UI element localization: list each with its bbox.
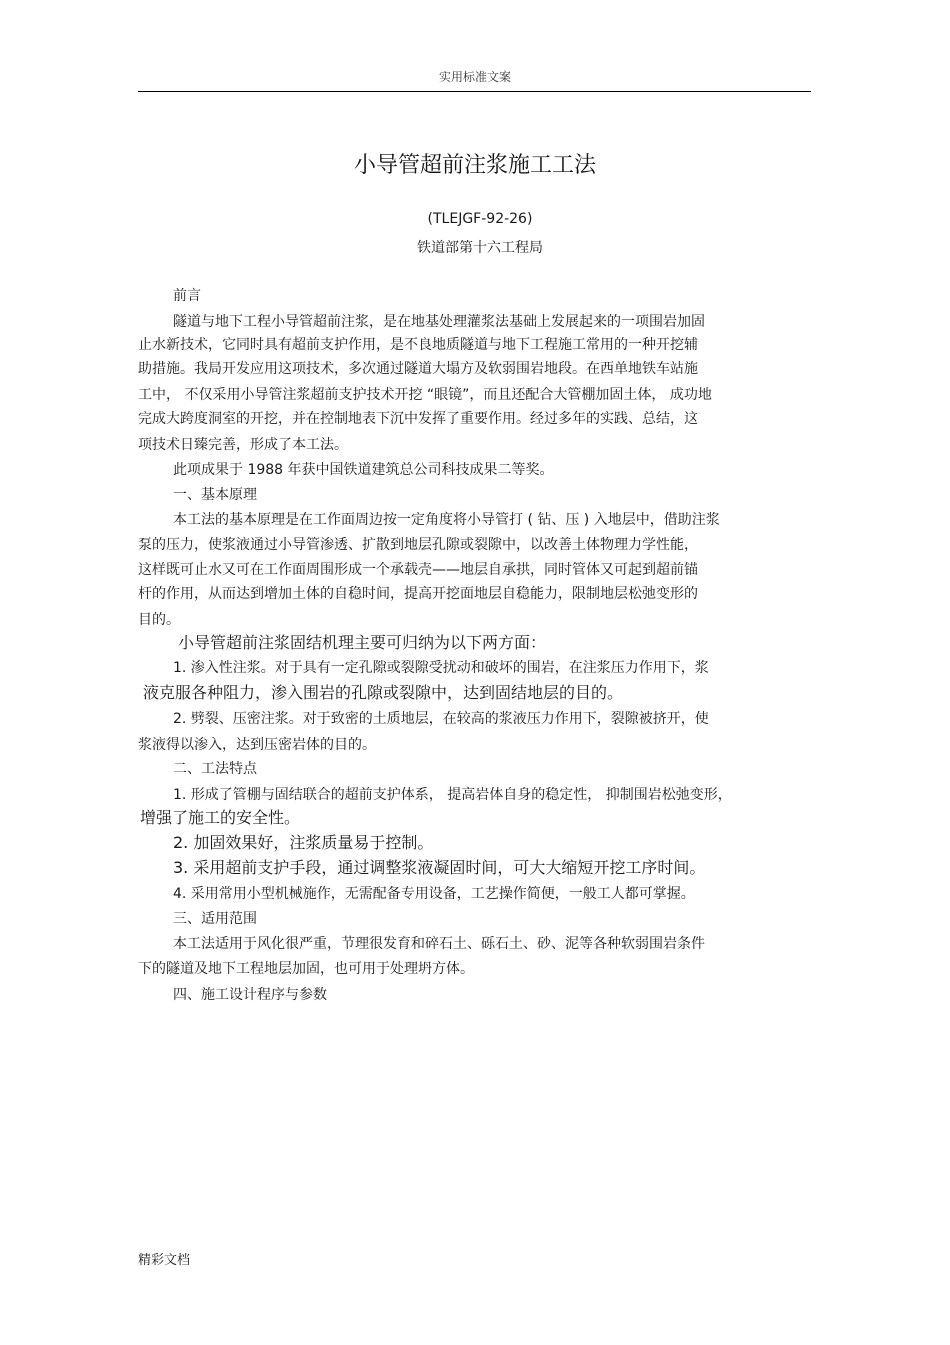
paragraph-line: 4. 采用常用小型机械施作，无需配备专用设备，工艺操作简便，一般工人都可掌握。 [173,886,695,902]
paragraph-line: 1. 形成了管棚与固结联合的超前支护体系， 提高岩体自身的稳定性， 抑制围岩松弛变形， [173,787,732,803]
paragraph-line: 小导管超前注浆固结机理主要可归纳为以下两方面： [178,633,547,652]
paragraph-line: 2. 劈裂、压密注浆。对于致密的土质地层，在较高的浆液压力作用下，裂隙被挤开，使 [173,711,709,727]
paragraph-line: 隧道与地下工程小导管超前注浆，是在地基处理灌浆法基础上发展起来的一项围岩加固 [173,314,705,330]
paragraph-line: 目的。 [138,612,180,628]
paragraph-line: 下的隧道及地下工程地层加固，也可用于处理坍方体。 [138,961,474,977]
paragraph-line: 项技术日臻完善，形成了本工法。 [138,437,348,453]
paragraph-line: 液克服各种阻力，渗入围岩的孔隙或裂隙中，达到固结地层的目的。 [143,683,624,702]
paragraph-line: 2. 加固效果好，注浆质量易于控制。 [173,833,434,852]
paragraph-line: 这样既可止水又可在工作面周围形成一个承载壳——地层自承拱，同时管体又可起到超前锚 [138,562,698,578]
paragraph-line: 增强了施工的安全性。 [140,808,301,827]
section-heading-design: 四、施工设计程序与参数 [173,987,327,1003]
page-header: 实用标准文案 [438,70,511,84]
document-title: 小导管超前注浆施工工法 [353,153,596,178]
paragraph-line: 3. 采用超前支护手段，通过调整浆液凝固时间，可大大缩短开挖工序时间。 [173,858,706,877]
paragraph-line: 工中， 不仅采用小导管注浆超前支护技术开挖 “眼镜”，而且还配合大管棚加固土体， 成功地 [138,387,712,403]
paragraph-line: 泵的压力，使浆液通过小导管渗透、扩散到地层孔隙或裂隙中，以改善土体物理力学性能， [138,537,698,553]
section-heading-scope: 三、适用范围 [173,911,257,927]
paragraph-line: 止水新技术，它同时具有超前支护作用，是不良地质隧道与地下工程施工常用的一种开挖辅 [138,337,698,353]
page-footer: 精彩文档 [138,1253,191,1268]
header-divider [138,91,811,92]
paragraph-line: 浆液得以渗入，达到压密岩体的目的。 [138,737,376,753]
paragraph-line: 杆的作用，从而达到增加土体的自稳时间，提高开挖面地层自稳能力，限制地层松弛变形的 [138,586,698,602]
paragraph-line: 完成大跨度洞室的开挖，并在控制地表下沉中发挥了重要作用。经过多年的实践、总结，这 [138,411,698,427]
paragraph-line: 本工法的基本原理是在工作面周边按一定角度将小导管打 ( 钻、压 ) 入地层中，借助注浆 [173,512,720,528]
paragraph-line: 本工法适用于风化很严重，节理很发育和碎石土、砾石土、砂、泥等各种软弱围岩条件 [173,936,705,952]
paragraph-line: 此项成果于 1988 年获中国铁道建筑总公司科技成果二等奖。 [173,462,554,478]
paragraph-line: 助措施。我局开发应用这项技术，多次通过隧道大塌方及软弱围岩地段。在西单地铁车站施 [138,361,698,377]
document-code: (TLEJGF-92-26) [427,211,533,227]
paragraph-line: 1. 渗入性注浆。对于具有一定孔隙或裂隙受扰动和破坏的围岩，在注浆压力作用下，浆 [173,660,709,676]
section-heading-features: 二、工法特点 [173,761,257,777]
document-organization: 铁道部第十六工程局 [417,240,543,256]
section-heading-preface: 前言 [173,288,201,304]
section-heading-principle: 一、基本原理 [173,487,257,503]
